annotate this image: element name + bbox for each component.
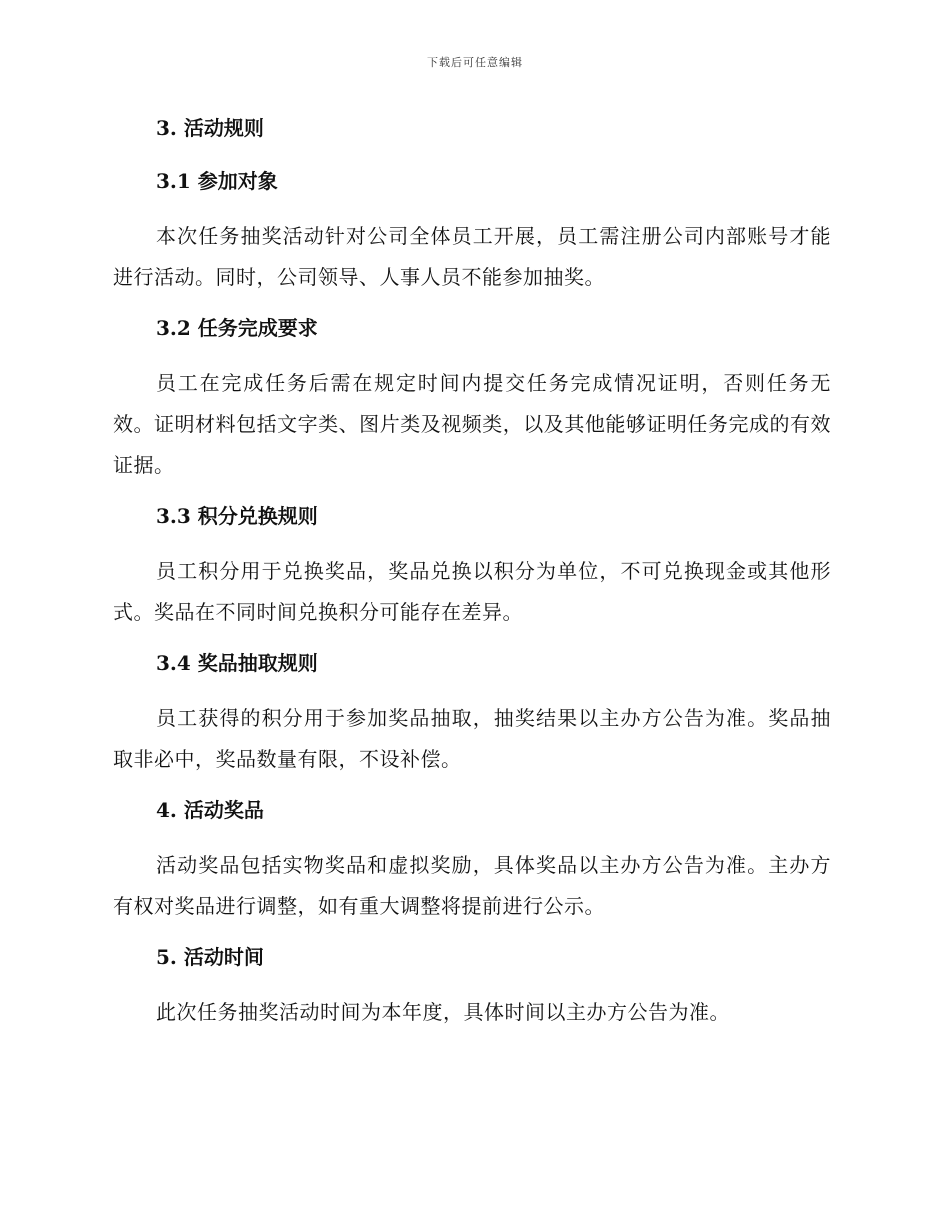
- section-body-participants: 本次任务抽奖活动针对公司全体员工开展，员工需注册公司内部账号才能进行活动。同时，公司领导、人事人员不能参加抽奖。: [113, 224, 831, 289]
- section-body-task-requirements: 员工在完成任务后需在规定时间内提交任务完成情况证明，否则任务无效。证明材料包括文字类、图片类及视频类，以及其他能够证明任务完成的有效证据。: [113, 371, 831, 477]
- page-header-note: 下载后可任意编辑: [427, 56, 523, 69]
- section-body-points-exchange: 员工积分用于兑换奖品，奖品兑换以积分为单位，不可兑换现金或其他形式。奖品在不同时间兑换积分可能存在差异。: [113, 559, 831, 624]
- section-heading-rules: 3. 活动规则: [156, 116, 264, 140]
- section-heading-prize-draw: 3.4 奖品抽取规则: [156, 651, 318, 675]
- section-heading-participants: 3.1 参加对象: [156, 169, 278, 193]
- section-heading-points-exchange: 3.3 积分兑换规则: [156, 504, 318, 528]
- section-body-time: 此次任务抽奖活动时间为本年度，具体时间以主办方公告为准。: [156, 1000, 730, 1024]
- section-heading-prizes: 4. 活动奖品: [156, 798, 264, 822]
- section-body-prizes: 活动奖品包括实物奖品和虚拟奖励，具体奖品以主办方公告为准。主办方有权对奖品进行调整，如有重大调整将提前进行公示。: [113, 853, 831, 918]
- section-body-prize-draw: 员工获得的积分用于参加奖品抽取，抽奖结果以主办方公告为准。奖品抽取非必中，奖品数量有限，不设补偿。: [113, 706, 831, 771]
- document-body: [113, 110, 831, 1033]
- section-heading-task-requirements: 3.2 任务完成要求: [156, 316, 318, 340]
- section-heading-time: 5. 活动时间: [156, 945, 264, 969]
